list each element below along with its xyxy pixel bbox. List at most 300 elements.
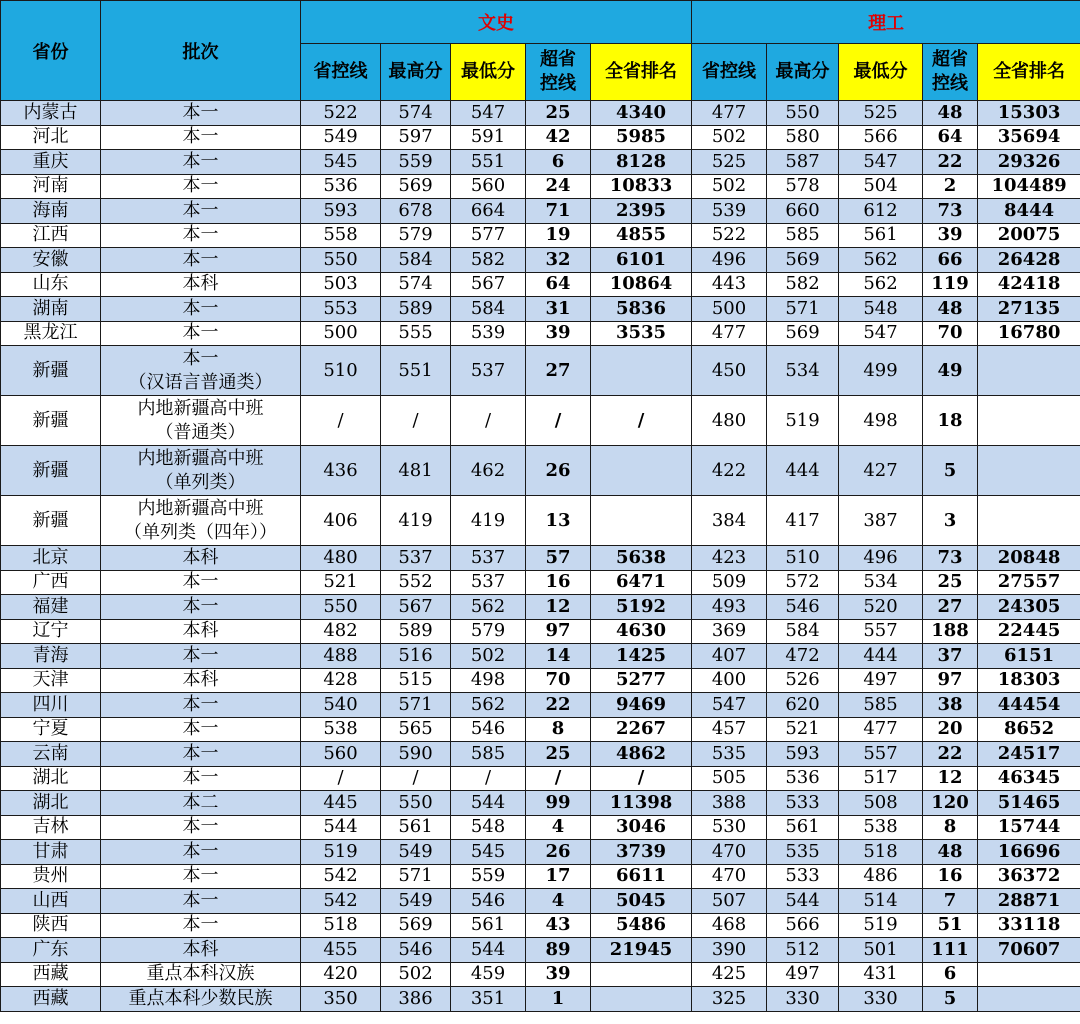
cell-wk-min: 459 [451,962,526,987]
cell-province: 新疆 [1,396,101,446]
cell-lg-min: 547 [839,150,923,175]
cell-lg-min: 501 [839,938,923,963]
cell-wk-control-line: 538 [301,717,381,742]
cell-wk-max: 559 [381,150,451,175]
cell-lg-above-line: 73 [923,546,978,571]
cell-batch: 本一 [101,199,301,224]
cell-wk-rank: 4630 [591,619,692,644]
cell-lg-above-line: 5 [923,987,978,1012]
cell-lg-control-line: 425 [692,962,767,987]
cell-lg-rank: 51465 [978,791,1080,816]
cell-wk-min: 561 [451,913,526,938]
cell-lg-min: 612 [839,199,923,224]
cell-batch: 本一 [101,101,301,126]
table-row [1,717,1080,742]
cell-lg-control-line: 493 [692,595,767,620]
cell-batch: 本科 [101,938,301,963]
cell-lg-above-line: 8 [923,815,978,840]
cell-lg-control-line: 468 [692,913,767,938]
table-body [1,101,1080,1012]
cell-lg-control-line: 457 [692,717,767,742]
cell-lg-rank: 15744 [978,815,1080,840]
cell-wk-max: 552 [381,570,451,595]
cell-lg-control-line: 535 [692,742,767,767]
cell-wk-rank [591,987,692,1012]
cell-lg-above-line: 48 [923,101,978,126]
cell-wk-rank: 5192 [591,595,692,620]
cell-wk-max: 561 [381,815,451,840]
cell-lg-max: 472 [767,644,839,669]
cell-lg-max: 572 [767,570,839,595]
cell-wk-max: 537 [381,546,451,571]
table-row [1,644,1080,669]
cell-lg-min: 444 [839,644,923,669]
table-row [1,987,1080,1012]
cell-lg-above-line: 3 [923,496,978,546]
cell-lg-rank: 24517 [978,742,1080,767]
cell-lg-above-line: 48 [923,297,978,322]
cell-wk-rank [591,446,692,496]
cell-lg-rank: 42418 [978,272,1080,297]
cell-province: 宁夏 [1,717,101,742]
cell-wk-control-line: 544 [301,815,381,840]
cell-wk-min: 559 [451,864,526,889]
cell-wk-above-line: 42 [526,125,591,150]
cell-lg-rank: 26428 [978,248,1080,273]
cell-wk-above-line: 8 [526,717,591,742]
cell-batch: 本一 [101,174,301,199]
cell-lg-rank: 16696 [978,840,1080,865]
cell-batch: 本一 [101,223,301,248]
table-row [1,248,1080,273]
cell-lg-control-line: 388 [692,791,767,816]
cell-lg-above-line: 18 [923,396,978,446]
cell-batch: 内地新疆高中班 （单列类） [101,446,301,496]
header-rank: 全省排名 [978,44,1080,101]
cell-province: 青海 [1,644,101,669]
cell-wk-max: 589 [381,297,451,322]
cell-wk-above-line: 1 [526,987,591,1012]
cell-batch: 内地新疆高中班 （单列类（四年）） [101,496,301,546]
cell-lg-above-line: 64 [923,125,978,150]
cell-lg-max: 510 [767,546,839,571]
cell-wk-above-line: 19 [526,223,591,248]
cell-wk-rank: 6471 [591,570,692,595]
cell-wk-max: 515 [381,668,451,693]
cell-lg-above-line: 119 [923,272,978,297]
cell-lg-max: 571 [767,297,839,322]
cell-batch: 本一 [101,321,301,346]
table-row [1,174,1080,199]
cell-wk-control-line: 350 [301,987,381,1012]
cell-lg-control-line: 477 [692,321,767,346]
cell-wk-above-line: 89 [526,938,591,963]
cell-lg-min: 514 [839,889,923,914]
cell-lg-rank: 36372 [978,864,1080,889]
table-row [1,346,1080,396]
table-row [1,595,1080,620]
cell-lg-above-line: 66 [923,248,978,273]
cell-wk-min: 591 [451,125,526,150]
cell-wk-control-line: 536 [301,174,381,199]
cell-lg-max: 584 [767,619,839,644]
cell-wk-above-line: 71 [526,199,591,224]
table-row [1,297,1080,322]
cell-lg-min: 496 [839,546,923,571]
cell-wk-min: 664 [451,199,526,224]
cell-wk-above-line: 4 [526,815,591,840]
cell-batch: 重点本科汉族 [101,962,301,987]
cell-lg-max: 660 [767,199,839,224]
cell-wk-control-line: 549 [301,125,381,150]
cell-wk-rank: 21945 [591,938,692,963]
cell-lg-min: 525 [839,101,923,126]
cell-lg-control-line: 496 [692,248,767,273]
cell-wk-control-line: 428 [301,668,381,693]
cell-batch: 本科 [101,272,301,297]
cell-lg-min: 561 [839,223,923,248]
cell-wk-above-line: 17 [526,864,591,889]
cell-wk-control-line: 500 [301,321,381,346]
cell-lg-min: 387 [839,496,923,546]
cell-lg-max: 534 [767,346,839,396]
header-max-score: 最高分 [767,44,839,101]
cell-batch: 本一 [101,570,301,595]
cell-wk-above-line: 12 [526,595,591,620]
cell-wk-max: 589 [381,619,451,644]
cell-wk-max: 571 [381,864,451,889]
cell-wk-control-line: 455 [301,938,381,963]
cell-lg-max: 521 [767,717,839,742]
cell-wk-min: 585 [451,742,526,767]
cell-wk-above-line: 16 [526,570,591,595]
cell-wk-max: 550 [381,791,451,816]
table-row [1,742,1080,767]
cell-lg-control-line: 507 [692,889,767,914]
header-control-line: 省控线 [692,44,767,101]
cell-batch: 内地新疆高中班 （普通类） [101,396,301,446]
cell-wk-rank: 2395 [591,199,692,224]
cell-wk-rank: 2267 [591,717,692,742]
cell-wk-min: 562 [451,693,526,718]
cell-wk-above-line: 26 [526,446,591,496]
cell-lg-max: 550 [767,101,839,126]
cell-wk-max: 386 [381,987,451,1012]
cell-wk-control-line: 545 [301,150,381,175]
cell-lg-rank: 22445 [978,619,1080,644]
cell-lg-max: 533 [767,864,839,889]
cell-lg-max: 526 [767,668,839,693]
header-above-line: 超省 控线 [923,44,978,101]
cell-wk-min: 498 [451,668,526,693]
cell-province: 广东 [1,938,101,963]
cell-wk-control-line: / [301,396,381,446]
cell-wk-max: 502 [381,962,451,987]
cell-lg-rank: 33118 [978,913,1080,938]
cell-lg-min: 557 [839,619,923,644]
table-row [1,272,1080,297]
cell-wk-rank: 5836 [591,297,692,322]
cell-wk-rank: 1425 [591,644,692,669]
cell-lg-max: 593 [767,742,839,767]
cell-lg-min: 498 [839,396,923,446]
cell-lg-control-line: 525 [692,150,767,175]
cell-lg-rank: 35694 [978,125,1080,150]
cell-lg-above-line: 48 [923,840,978,865]
cell-lg-above-line: 73 [923,199,978,224]
cell-wk-control-line: 553 [301,297,381,322]
cell-lg-max: 519 [767,396,839,446]
cell-wk-min: 502 [451,644,526,669]
cell-wk-rank: 8128 [591,150,692,175]
cell-wk-max: 516 [381,644,451,669]
table-row [1,815,1080,840]
cell-wk-above-line: 32 [526,248,591,273]
cell-lg-rank: 27557 [978,570,1080,595]
cell-wk-min: 582 [451,248,526,273]
table-row [1,840,1080,865]
cell-wk-min: 551 [451,150,526,175]
cell-lg-above-line: 7 [923,889,978,914]
cell-lg-above-line: 25 [923,570,978,595]
cell-wk-above-line: 57 [526,546,591,571]
cell-wk-max: 546 [381,938,451,963]
cell-wk-max: 549 [381,889,451,914]
header-control-line: 省控线 [301,44,381,101]
cell-province: 贵州 [1,864,101,889]
table-row [1,150,1080,175]
cell-wk-control-line: / [301,766,381,791]
cell-lg-rank: 46345 [978,766,1080,791]
cell-province: 江西 [1,223,101,248]
cell-batch: 本一 [101,595,301,620]
cell-lg-control-line: 522 [692,223,767,248]
cell-lg-rank: 104489 [978,174,1080,199]
cell-province: 湖北 [1,791,101,816]
cell-wk-control-line: 503 [301,272,381,297]
cell-wk-control-line: 480 [301,546,381,571]
cell-lg-max: 582 [767,272,839,297]
cell-lg-rank: 44454 [978,693,1080,718]
cell-province: 云南 [1,742,101,767]
cell-wk-min: 539 [451,321,526,346]
cell-batch: 本一 [101,815,301,840]
cell-wk-above-line: 97 [526,619,591,644]
cell-lg-above-line: 111 [923,938,978,963]
cell-wk-min: 579 [451,619,526,644]
cell-lg-min: 519 [839,913,923,938]
cell-lg-above-line: 20 [923,717,978,742]
cell-wk-control-line: 550 [301,595,381,620]
cell-province: 甘肃 [1,840,101,865]
cell-lg-max: 536 [767,766,839,791]
cell-province: 湖北 [1,766,101,791]
cell-wk-above-line: 14 [526,644,591,669]
cell-province: 安徽 [1,248,101,273]
cell-wk-control-line: 521 [301,570,381,595]
cell-lg-above-line: 188 [923,619,978,644]
cell-province: 北京 [1,546,101,571]
cell-wk-min: 546 [451,717,526,742]
header-province: 省份 [1,1,101,101]
header-above-line: 超省 控线 [526,44,591,101]
cell-lg-above-line: 16 [923,864,978,889]
cell-wk-rank [591,962,692,987]
cell-lg-above-line: 49 [923,346,978,396]
cell-wk-rank: 11398 [591,791,692,816]
cell-wk-rank: 6611 [591,864,692,889]
header-batch: 批次 [101,1,301,101]
table-row [1,619,1080,644]
cell-wk-rank: / [591,766,692,791]
cell-lg-max: 566 [767,913,839,938]
cell-lg-min: 486 [839,864,923,889]
cell-wk-control-line: 560 [301,742,381,767]
cell-province: 辽宁 [1,619,101,644]
cell-lg-control-line: 400 [692,668,767,693]
cell-wk-min: 537 [451,346,526,396]
cell-wk-min: 462 [451,446,526,496]
cell-lg-control-line: 423 [692,546,767,571]
cell-wk-max: 584 [381,248,451,273]
cell-wk-min: 547 [451,101,526,126]
cell-batch: 本一 [101,742,301,767]
cell-lg-above-line: 22 [923,742,978,767]
cell-wk-above-line: 4 [526,889,591,914]
cell-province: 内蒙古 [1,101,101,126]
cell-wk-control-line: 519 [301,840,381,865]
table-row [1,864,1080,889]
cell-batch: 本科 [101,546,301,571]
cell-batch: 本一 [101,840,301,865]
cell-wk-max: 574 [381,272,451,297]
cell-wk-control-line: 558 [301,223,381,248]
cell-province: 新疆 [1,346,101,396]
cell-wk-rank [591,346,692,396]
cell-lg-rank: 27135 [978,297,1080,322]
cell-lg-control-line: 509 [692,570,767,595]
cell-wk-control-line: 436 [301,446,381,496]
cell-province: 山西 [1,889,101,914]
cell-wk-max: 555 [381,321,451,346]
cell-wk-rank: 5985 [591,125,692,150]
cell-wk-above-line: 64 [526,272,591,297]
cell-wk-rank: / [591,396,692,446]
cell-wk-control-line: 510 [301,346,381,396]
cell-lg-min: 538 [839,815,923,840]
cell-lg-control-line: 422 [692,446,767,496]
cell-lg-min: 431 [839,962,923,987]
cell-province: 四川 [1,693,101,718]
table-row [1,223,1080,248]
cell-lg-control-line: 530 [692,815,767,840]
cell-lg-max: 330 [767,987,839,1012]
cell-province: 黑龙江 [1,321,101,346]
cell-batch: 本一 [101,864,301,889]
table-row [1,101,1080,126]
cell-wk-max: 551 [381,346,451,396]
cell-lg-rank: 8444 [978,199,1080,224]
cell-wk-max: 574 [381,101,451,126]
cell-wk-min: 545 [451,840,526,865]
cell-wk-control-line: 550 [301,248,381,273]
cell-lg-above-line: 5 [923,446,978,496]
cell-wk-min: 419 [451,496,526,546]
cell-batch: 本一 [101,717,301,742]
cell-lg-above-line: 38 [923,693,978,718]
cell-province: 福建 [1,595,101,620]
cell-wk-control-line: 406 [301,496,381,546]
cell-lg-control-line: 470 [692,864,767,889]
cell-batch: 本一 （汉语言普通类） [101,346,301,396]
cell-batch: 本一 [101,913,301,938]
table-row [1,546,1080,571]
cell-wk-min: / [451,396,526,446]
cell-wk-above-line: 25 [526,742,591,767]
cell-lg-rank [978,987,1080,1012]
cell-province: 新疆 [1,446,101,496]
cell-wk-max: 569 [381,174,451,199]
cell-wk-min: 544 [451,938,526,963]
cell-wk-above-line: 13 [526,496,591,546]
cell-wk-min: 560 [451,174,526,199]
cell-province: 海南 [1,199,101,224]
cell-lg-above-line: 2 [923,174,978,199]
cell-lg-min: 518 [839,840,923,865]
cell-batch: 本一 [101,644,301,669]
cell-wk-control-line: 420 [301,962,381,987]
cell-wk-control-line: 522 [301,101,381,126]
cell-lg-rank [978,446,1080,496]
cell-batch: 本一 [101,766,301,791]
cell-wk-control-line: 488 [301,644,381,669]
cell-lg-control-line: 390 [692,938,767,963]
cell-wk-max: 571 [381,693,451,718]
cell-lg-max: 578 [767,174,839,199]
cell-wk-rank: 6101 [591,248,692,273]
cell-lg-min: 548 [839,297,923,322]
table-row [1,199,1080,224]
cell-wk-max: / [381,766,451,791]
cell-lg-max: 585 [767,223,839,248]
cell-province: 河南 [1,174,101,199]
cell-lg-above-line: 51 [923,913,978,938]
header-min-score: 最低分 [839,44,923,101]
cell-batch: 本一 [101,248,301,273]
cell-wk-max: 481 [381,446,451,496]
cell-wk-rank: 3535 [591,321,692,346]
cell-province: 吉林 [1,815,101,840]
cell-wk-rank: 4855 [591,223,692,248]
cell-wk-rank: 3739 [591,840,692,865]
cell-wk-min: 544 [451,791,526,816]
cell-wk-above-line: 24 [526,174,591,199]
cell-lg-above-line: 97 [923,668,978,693]
cell-lg-above-line: 39 [923,223,978,248]
cell-wk-above-line: 22 [526,693,591,718]
cell-lg-control-line: 325 [692,987,767,1012]
cell-lg-min: 547 [839,321,923,346]
cell-province: 重庆 [1,150,101,175]
cell-lg-min: 557 [839,742,923,767]
cell-batch: 重点本科少数民族 [101,987,301,1012]
cell-wk-above-line: / [526,766,591,791]
table-row [1,570,1080,595]
cell-lg-rank [978,396,1080,446]
cell-wk-rank [591,496,692,546]
cell-batch: 本科 [101,619,301,644]
cell-wk-min: 548 [451,815,526,840]
